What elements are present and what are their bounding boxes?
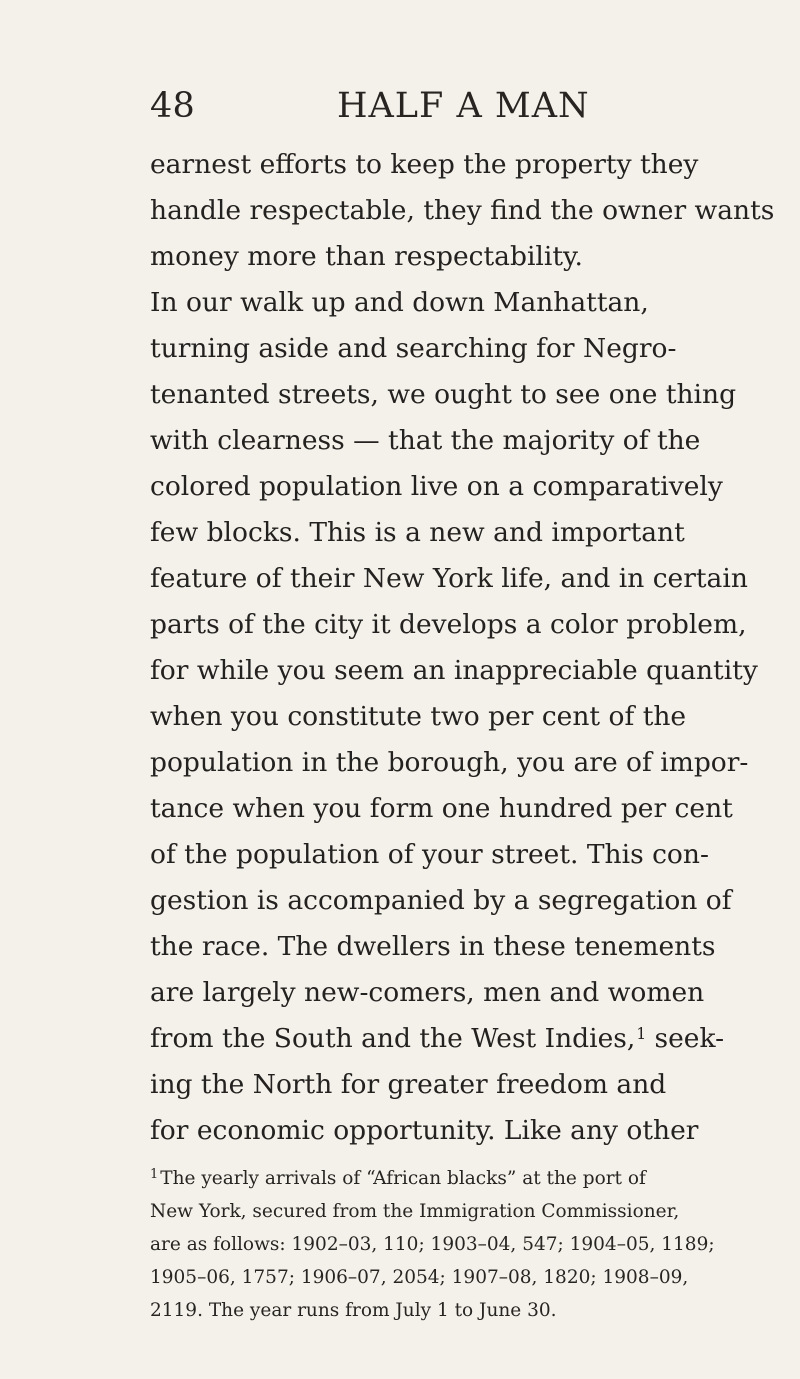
body-line: turning aside and searching for Negro- [150, 333, 677, 364]
body-line-text: from the South and the West Indies, [150, 1023, 636, 1054]
body-line: handle respectable, they find the owner wants [150, 195, 775, 226]
body-line: for while you seem an inappreciable quantity [150, 655, 758, 686]
footnote-reference: 1 [636, 1024, 647, 1043]
footnote-block [150, 1162, 770, 1327]
footnote-marker: 1 [150, 1167, 159, 1183]
body-line: tenanted streets, we ought to see one thing [150, 379, 737, 410]
running-head-title: HALF A MAN [337, 86, 590, 126]
body-line: are largely new-comers, men and women [150, 977, 705, 1008]
body-line-suffix: seek- [646, 1023, 725, 1054]
body-line: population in the borough, you are of impor- [150, 747, 749, 778]
body-line: for economic opportunity. Like any other [150, 1115, 699, 1146]
body-line: few blocks. This is a new and important [150, 517, 685, 548]
footnote-line [150, 1162, 770, 1195]
footnote-line: New York, secured from the Immigration Commissioner, [150, 1201, 680, 1222]
body-line: tance when you form one hundred per cent [150, 793, 733, 824]
footnote-line: 1905–06, 1757; 1906–07, 2054; 1907–08, 1820; 1908–09, [150, 1267, 689, 1288]
body-line: earnest efforts to keep the property they [150, 149, 699, 180]
body-line: the race. The dwellers in these tenements [150, 931, 716, 962]
page-number: 48 [150, 86, 195, 126]
body-line: money more than respectability. [150, 241, 583, 272]
footnote-line: 2119. The year runs from July 1 to June 30. [150, 1300, 557, 1321]
body-line: ing the North for greater freedom and [150, 1069, 667, 1100]
body-line: In our walk up and down Manhattan, [150, 287, 649, 318]
body-line: parts of the city it develops a color problem, [150, 609, 747, 640]
footnote-line: are as follows: 1902–03, 110; 1903–04, 547; 1904–05, 1189; [150, 1234, 715, 1255]
body-line: of the population of your street. This con- [150, 839, 709, 870]
body-line: with clearness — that the majority of the [150, 425, 701, 456]
body-line: when you constitute two per cent of the [150, 701, 687, 732]
body-line: feature of their New York life, and in certain [150, 563, 748, 594]
body-line: gestion is accompanied by a segregation of [150, 885, 732, 916]
body-line: colored population live on a comparatively [150, 471, 723, 502]
body-line-with-footnote-ref [150, 1016, 770, 1062]
page-header [150, 78, 750, 134]
footnote-text: The yearly arrivals of “African blacks” at the port of [160, 1168, 646, 1189]
main-body-text [150, 142, 775, 1154]
